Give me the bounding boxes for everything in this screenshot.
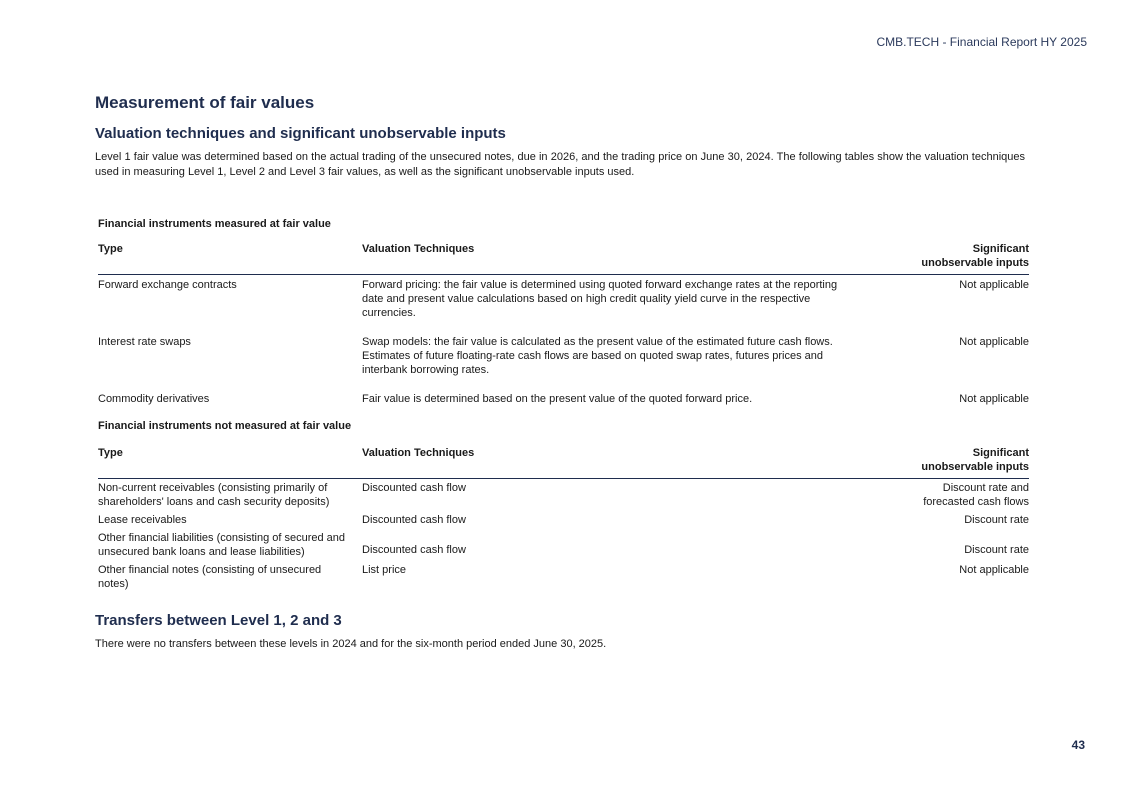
table-row [98,511,1029,529]
column-header-inputs-line2: unobservable inputs [921,257,1029,269]
intro-paragraph: Level 1 fair value was determined based on the actual trading of the unsecured notes, due in 2026, and the trading price on June 30, 2024. The following tables show the valuation techniques used in measuring Level 1, Level 2 and Level 3 fair values, as well as the significant unobservable inputs used. [95,151,1025,178]
page-content [95,92,1029,652]
table-row [98,561,1029,593]
cell-type: Non-current receivables (consisting primarily of shareholders' loans and cash security deposits) [98,482,330,508]
section-subtitle: Valuation techniques and significant unobservable inputs [95,125,506,142]
cell-inputs: Not applicable [959,393,1029,405]
cell-type: Forward exchange contracts [98,279,237,291]
column-header-type: Type [98,446,362,479]
cell-type: Other financial notes (consisting of unsecured notes) [98,564,322,590]
cell-inputs [852,479,1029,512]
cell-type: Other financial liabilities (consisting of secured and unsecured bank loans and lease liabilities) [98,532,346,558]
cell-technique: Discounted cash flow [362,544,466,556]
table-header-row [98,242,1029,275]
section-title: Measurement of fair values [95,93,315,112]
cell-technique: Swap models: the fair value is calculated as the present value of the estimated future cash flows. Estimates of future floating-rate cash flows are based on quoted swap rates, futures prices and interbank borrowing rates. [362,336,833,376]
column-header-inputs-line1: Significant [972,447,1029,459]
table-measured [98,242,1029,418]
cell-type: Commodity derivatives [98,393,210,405]
cell-inputs: Not applicable [959,279,1029,291]
column-header-inputs-line2: unobservable inputs [921,461,1029,473]
cell-technique: List price [362,564,407,576]
transfers-text: There were no transfers between these levels in 2024 and for the six-month period ended June 30, 2025. [95,638,607,650]
table-row [98,479,1029,512]
cell-technique: Forward pricing: the fair value is determined using quoted forward exchange rates at the reporting date and present value calculations based on high credit quality yield curve in the respective currencies. [362,279,838,319]
column-header-inputs [852,242,1029,275]
cell-inputs: Discount rate [964,514,1029,526]
cell-inputs: Not applicable [959,336,1029,348]
table-header-row [98,446,1029,479]
page-number: 43 [1071,738,1085,752]
table-row [98,529,1029,561]
cell-technique: Fair value is determined based on the present value of the quoted forward price. [362,393,753,405]
column-header-inputs-line1: Significant [972,243,1029,255]
cell-technique: Discounted cash flow [362,482,466,494]
table-not-measured-title: Financial instruments not measured at fair value [98,420,352,432]
cell-inputs: Discount rate [964,544,1029,556]
table-row [98,389,1029,418]
cell-technique: Discounted cash flow [362,514,466,526]
cell-type: Lease receivables [98,514,187,526]
column-header-technique: Valuation Techniques [362,446,852,479]
cell-inputs: Not applicable [959,564,1029,576]
table-measured-title: Financial instruments measured at fair value [98,218,331,230]
cell-inputs-line1: Discount rate and [942,482,1029,494]
cell-type: Interest rate swaps [98,336,191,348]
table-not-measured [98,446,1029,593]
table-row [98,332,1029,389]
cell-inputs-line2: forecasted cash flows [923,496,1029,508]
transfers-title: Transfers between Level 1, 2 and 3 [95,612,342,629]
column-header-type: Type [98,242,362,275]
column-header-technique: Valuation Techniques [362,242,852,275]
table-row [98,275,1029,333]
report-header: CMB.TECH - Financial Report HY 2025 [876,35,1087,49]
column-header-inputs [852,446,1029,479]
